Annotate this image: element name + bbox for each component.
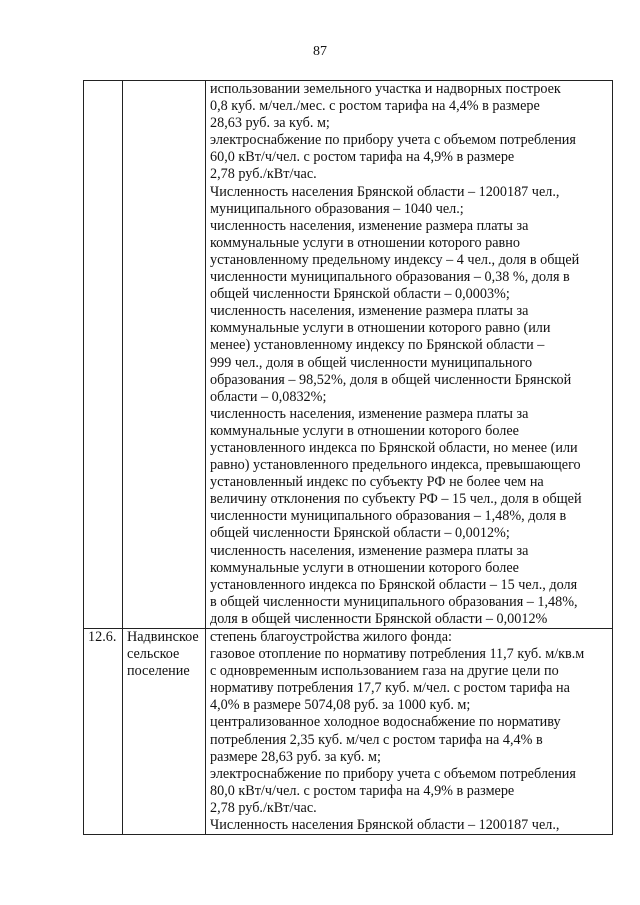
description-line: 4,0% в размере 5074,08 руб. за 1000 куб. м; [210, 697, 471, 714]
description-line: численность населения, изменение размера платы за [210, 303, 529, 320]
description-line: использовании земельного участка и надворных построек [210, 81, 561, 97]
description-line: 2,78 руб./кВт/час. [210, 166, 317, 183]
settlement-name-cell [123, 81, 206, 629]
description-line: в общей численности муниципального образования – 1,48%, [210, 593, 578, 610]
description-line: 999 чел., доля в общей численности муниципального [210, 354, 533, 371]
description-cell [206, 629, 613, 835]
description-line: общей численности Брянской области – 0,0012%; [210, 525, 510, 542]
page-number: 87 [313, 44, 327, 59]
row-number-cell [84, 81, 123, 629]
description-line: численность населения, изменение размера платы за [210, 217, 529, 234]
description-line: доля в общей численности Брянской области – 0,0012% [210, 610, 548, 627]
description-line: установленному предельному индексу – 4 чел., доля в общей [210, 251, 580, 268]
description-line: коммунальные услуги в отношении которого более [210, 422, 519, 439]
description-line: общей численности Брянской области – 0,0003%; [210, 286, 510, 303]
description-line: численности муниципального образования – 1,48%, доля в [210, 508, 567, 525]
description-line: 0,8 куб. м/чел./мес. с ростом тарифа на 4,4% в размере [210, 98, 540, 115]
description-cell [206, 81, 613, 629]
document-table [83, 80, 613, 835]
description-line: 28,63 руб. за куб. м; [210, 115, 330, 132]
description-line: 2,78 руб./кВт/час. [210, 799, 317, 816]
description-line: области – 0,0832%; [210, 388, 327, 405]
description-line: коммунальные услуги в отношении которого более [210, 559, 519, 576]
settlement-name-line: сельское [127, 646, 180, 663]
description-line: численности муниципального образования – 0,38 %, доля в [210, 269, 570, 286]
description-line: величину отклонения по субъекту РФ – 15 чел., доля в общей [210, 491, 582, 508]
description-line: численность населения, изменение размера платы за [210, 405, 529, 422]
table-row [84, 629, 613, 835]
description-line: 80,0 кВт/ч/чел. с ростом тарифа на 4,9% в размере [210, 782, 515, 799]
description-line: муниципального образования – 1040 чел.; [210, 200, 464, 217]
row-number: 12.6. [88, 629, 117, 645]
description-line: степень благоустройства жилого фонда: [210, 629, 452, 645]
description-line: менее) установленному индексу по Брянской области – [210, 337, 545, 354]
description-line: равно) установленного предельного индекса, превышающего [210, 457, 581, 474]
description-line: установленного индекса по Брянской области – 15 чел., доля [210, 576, 578, 593]
description-line: численность населения, изменение размера платы за [210, 542, 529, 559]
settlement-name-line: поселение [127, 663, 190, 680]
description-line: газовое отопление по нормативу потребления 11,7 куб. м/кв.м [210, 646, 585, 663]
description-line: с одновременным использованием газа на другие цели по [210, 663, 559, 680]
description-line: 60,0 кВт/ч/чел. с ростом тарифа на 4,9% в размере [210, 149, 515, 166]
description-line: коммунальные услуги в отношении которого равно (или [210, 320, 551, 337]
row-number-cell [84, 629, 123, 835]
description-line: Численность населения Брянской области – 1200187 чел., [210, 183, 560, 200]
description-line: электроснабжение по прибору учета с объемом потребления [210, 765, 576, 782]
description-line: электроснабжение по прибору учета с объемом потребления [210, 132, 576, 149]
table-row [84, 81, 613, 629]
description-line: установленного индекса по Брянской области, но менее (или [210, 439, 578, 456]
description-line: установленный индекс по субъекту РФ не более чем на [210, 474, 544, 491]
description-line: Численность населения Брянской области – 1200187 чел., [210, 817, 560, 834]
settlement-name-cell [123, 629, 206, 835]
description-line: размере 28,63 руб. за куб. м; [210, 748, 381, 765]
description-line: нормативу потребления 17,7 куб. м/чел. с ростом тарифа на [210, 680, 570, 697]
settlement-name-line: Надвинское [127, 629, 199, 645]
description-line: образования – 98,52%, доля в общей численности Брянской [210, 371, 572, 388]
description-line: коммунальные услуги в отношении которого равно [210, 234, 520, 251]
description-line: централизованное холодное водоснабжение по нормативу [210, 714, 561, 731]
description-line: потребления 2,35 куб. м/чел с ростом тарифа на 4,4% в [210, 731, 543, 748]
